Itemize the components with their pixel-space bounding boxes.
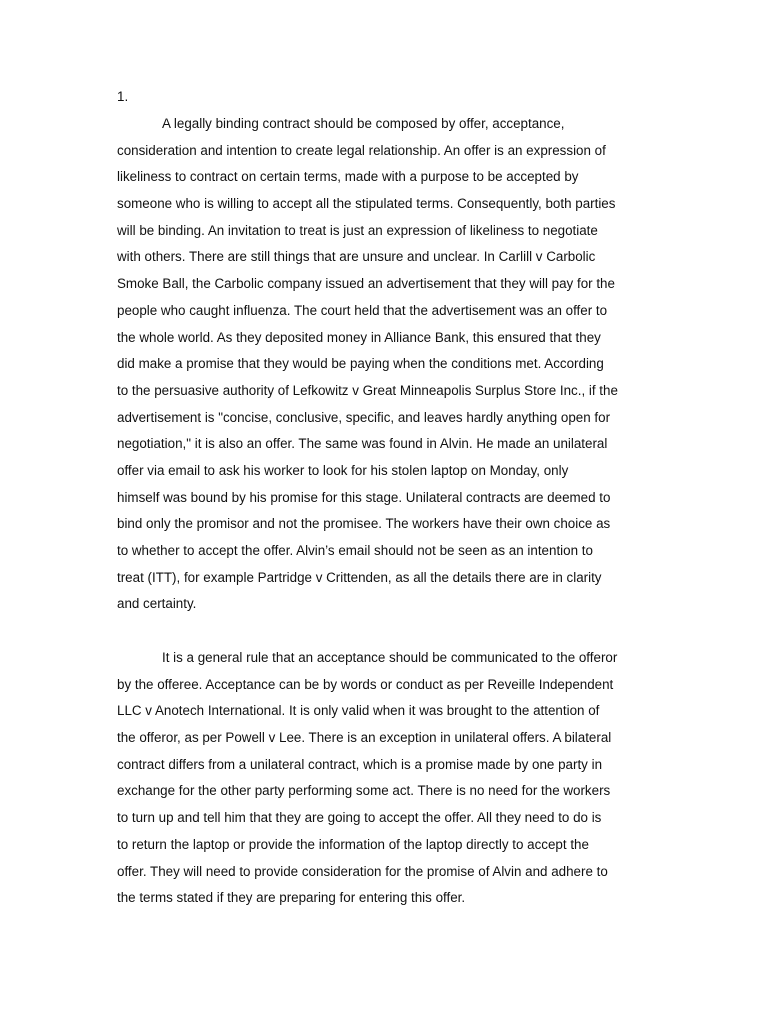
paragraph-line: will be binding. An invitation to treat is just an expression of likeliness to negotiate [117,222,598,238]
paragraph-line: people who caught influenza. The court held that the advertisement was an offer to [117,302,608,318]
paragraph-line: the offeror, as per Powell v Lee. There is an exception in unilateral offers. A bilateral [117,730,612,746]
paragraph-line: contract differs from a unilateral contract, which is a promise made by one party in [117,756,603,772]
section-number: 1. [117,89,129,104]
paragraph-line: to the persuasive authority of Lefkowitz v Great Minneapolis Surplus Store Inc., if the [117,382,618,398]
paragraph-line: offer via email to ask his worker to look for his stolen laptop on Monday, only [117,462,569,478]
paragraph-line: to whether to accept the offer. Alvin’s email should not be seen as an intention to [117,543,593,558]
paragraph-line: offer. They will need to provide consideration for the promise of Alvin and adhere to [117,863,608,879]
paragraph-line: the whole world. As they deposited money in Alliance Bank, this ensured that they [117,329,601,345]
paragraph-line: did make a promise that they would be paying when the conditions met. According [117,356,604,372]
paragraph-line: negotiation," it is also an offer. The same was found in Alvin. He made an unilateral [117,436,608,452]
paragraph-line: by the offeree. Acceptance can be by words or conduct as per Reveille Independent [117,676,614,692]
paragraph-line: treat (ITT), for example Partridge v Crittenden, as all the details there are in clarity [117,569,602,585]
paragraph-line: It is a general rule that an acceptance should be communicated to the offeror [162,650,618,665]
paragraph-line: with others. There are still things that are unsure and unclear. In Carlill v Carbolic [117,249,596,265]
paragraph-line: himself was bound by his promise for this stage. Unilateral contracts are deemed to [117,489,611,505]
paragraph-line: A legally binding contract should be composed by offer, acceptance, [162,116,565,131]
paragraph-line: exchange for the other party performing some act. There is no need for the workers [117,783,611,799]
paragraph-offer [117,115,657,622]
paragraph-line: likeliness to contract on certain terms, made with a purpose to be accepted by [117,169,579,185]
paragraph-line: bind only the promisor and not the promisee. The workers have their own choice as [117,516,611,532]
paragraph-acceptance [117,649,657,916]
paragraph-line: to return the laptop or provide the information of the laptop directly to accept the [117,836,589,852]
paragraph-line: LLC v Anotech International. It is only valid when it was brought to the attention of [117,703,600,719]
paragraph-line: the terms stated if they are preparing for entering this offer. [117,890,466,906]
paragraph-line: and certainty. [117,596,197,612]
paragraph-line: consideration and intention to create legal relationship. An offer is an expression of [117,142,606,158]
paragraph-line: advertisement is "concise, conclusive, specific, and leaves hardly anything open for [117,409,611,425]
paragraph-line: someone who is willing to accept all the stipulated terms. Consequently, both parties [117,196,616,212]
paragraph-line: to turn up and tell him that they are going to accept the offer. All they need to do is [117,810,602,826]
paragraph-line: Smoke Ball, the Carbolic company issued an advertisement that they will pay for the [117,276,615,292]
